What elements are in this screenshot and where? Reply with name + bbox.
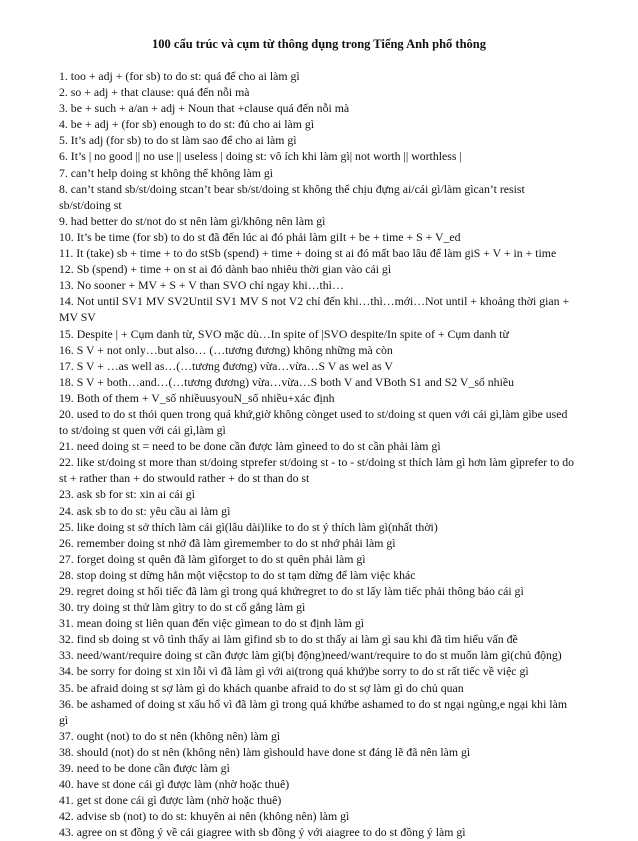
list-item: 4. be + adj + (for sb) enough to do st: đủ cho ai làm gì [59, 117, 315, 132]
list-item: 14. Not until SV1 MV SV2Until SV1 MV S not V2 chỉ đến khi…thì…mới…Not until + khoảng thời gian + MV SV [59, 294, 570, 325]
list-item: 10. It’s be time (for sb) to do st đã đến lúc ai đó phải làm giIt + be + time + S + V_ed [59, 229, 461, 244]
list-item: 8. can’t stand sb/st/doing stcan’t bear sb/st/doing st không thể chịu đựng ai/cái gì/làm gìcan’t resist sb/st/doing st [59, 181, 525, 212]
list-item: 36. be ashamed of doing st xấu hổ vì đã làm gì trong quá khứbe ashamed to do st ngại ngùng,e ngại khi làm gì [59, 696, 567, 727]
list-item: 28. stop doing st dừng hẳn một việcstop to do st tạm dừng để làm việc khác [59, 567, 416, 582]
list-item: 35. be afraid doing st sợ làm gì do khách quanbe afraid to do st sợ làm gì do chủ quan [59, 680, 464, 695]
list-item: 27. forget doing st quên đã làm gìforget to do st quên phải làm gì [59, 551, 366, 566]
list-item: 18. S V + both…and…(…tương đương) vừa…vừa…S both V and VBoth S1 and S2 V_số nhiều [59, 374, 514, 389]
list-item: 21. need doing st = need to be done cần được làm gìneed to do st cần phải làm gì [59, 439, 441, 454]
list-item: 16. S V + not only…but also… (…tương đương) không những mà còn [59, 342, 393, 357]
list-item: 2. so + adj + that clause: quá đến nỗi mà [59, 85, 250, 100]
list-item: 29. regret doing st hối tiếc đã làm gì trong quá khứregret to do st lấy làm tiếc phải thông báo cái gì [59, 584, 524, 598]
list-item: 6. It’s | no good || no use || useless | doing st: vô ích khi làm gì| not worth || worthless | [59, 149, 462, 164]
list-item: 25. like doing st sở thích làm cái gì(lâu dài)like to do st ý thích làm gì(nhất thời) [59, 519, 438, 534]
list-item: 3. be + such + a/an + adj + Noun that +clause quá đến nỗi mà [59, 101, 350, 116]
list-item: 5. It’s adj (for sb) to do st làm sao để cho ai làm gì [59, 133, 297, 148]
list-item: 20. used to do st thói quen trong quá khứ,giờ không cònget used to st/doing st quen với cái gì,làm gìbe used to st/doing st quen với cái gì,làm gì [59, 406, 568, 438]
list-item: 23. ask sb for st: xin ai cái gì [59, 487, 195, 502]
list-item: 13. No sooner + MV + S + V than SVO chỉ ngay khi…thì… [59, 278, 344, 293]
list-item: 12. Sb (spend) + time + on st ai đó dành bao nhiêu thời gian vào cái gì [59, 262, 392, 277]
list-item: 22. like st/doing st more than st/doing stprefer st/doing st - to - st/doing st thích làm gì hơn làm gìprefer to do st + rather than + do stwould rather + do st than do st [59, 455, 575, 486]
list-item: 42. advise sb (not) to do st: khuyên ai nên (không nên) làm gì [59, 809, 350, 824]
list-item: 30. try doing st thử làm gìtry to do st cố gắng làm gì [59, 600, 306, 615]
list-item: 38. should (not) do st nên (không nên) làm gìshould have done st đáng lẽ đã nên làm gì [59, 744, 471, 759]
list-item: 19. Both of them + V_số nhiềuusyouN_số nhiều+xác định [59, 390, 335, 405]
list-item: 41. get st done cái gì được làm (nhờ hoặc thuê) [59, 793, 282, 808]
list-item: 24. ask sb to do st: yêu cầu ai làm gì [59, 503, 231, 518]
list-item: 9. had better do st/not do st nên làm gì/không nên làm gì [59, 213, 326, 228]
structure-list [59, 68, 579, 841]
list-item: 7. can’t help doing st không thể không làm gì [59, 165, 274, 180]
list-item: 39. need to be done cần được làm gì [59, 761, 230, 776]
document-title: 100 cấu trúc và cụm từ thông dụng trong Tiếng Anh phổ thông [152, 37, 486, 51]
list-item: 26. remember doing st nhớ đã làm gìremember to do st nhớ phải làm gì [59, 535, 396, 550]
list-item: 1. too + adj + (for sb) to do st: quá để cho ai làm gì [59, 69, 300, 83]
list-item: 43. agree on st đồng ý về cái giagree with sb đồng ý với aiagree to do st đồng ý làm gì [59, 825, 466, 840]
list-item: 37. ought (not) to do st nên (không nên) làm gì [59, 728, 281, 743]
list-item: 33. need/want/require doing st cần được làm gì(bị động)need/want/require to do st muốn làm gì(chủ động) [59, 648, 562, 663]
list-item: 17. S V + …as well as…(…tương đương) vừa…vừa…S V as wel as V [59, 358, 393, 373]
list-item: 31. mean doing st liên quan đến việc gìmean to do st định làm gì [59, 616, 365, 631]
list-item: 15. Despite | + Cụm danh từ, SVO mặc dù…In spite of |SVO despite/In spite of + Cụm danh từ [59, 326, 509, 341]
list-item: 34. be sorry for doing st xin lỗi vì đã làm gì với ai(trong quá khứ)be sorry to do st rất tiếc về việc gì [59, 664, 529, 679]
list-item: 40. have st done cái gì được làm (nhờ hoặc thuê) [59, 777, 290, 792]
list-item: 32. find sb doing st vô tình thấy ai làm gìfind sb to do st thấy ai làm gì sau khi đã tìm hiểu vấn đề [59, 632, 518, 647]
list-item: 11. It (take) sb + time + to do stSb (spend) + time + doing st ai đó mất bao lâu để làm giS + V + in + time [59, 246, 557, 261]
